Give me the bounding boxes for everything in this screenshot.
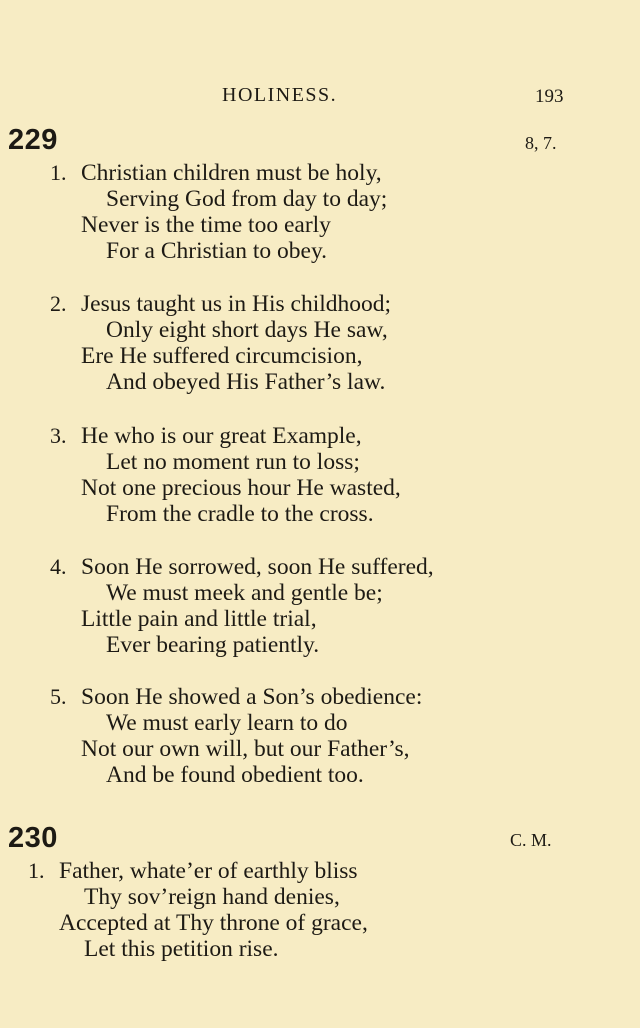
verse-line: Jesus taught us in His childhood;	[81, 291, 392, 317]
verse-line: Let this petition rise.	[84, 936, 279, 962]
stanza-number: 5.	[50, 684, 67, 709]
verse-line: Thy sov’reign hand denies,	[84, 884, 340, 910]
page-number: 193	[535, 86, 564, 107]
verse-line: Soon He showed a Son’s obedience:	[81, 684, 423, 710]
verse-line: We must early learn to do	[106, 710, 348, 736]
verse-line: Ever bearing patiently.	[106, 632, 320, 658]
stanza-number: 1.	[50, 160, 67, 185]
verse-line: For a Christian to obey.	[106, 238, 328, 264]
section-title: HOLINESS.	[222, 84, 338, 106]
verse-line: Only eight short days He saw,	[106, 317, 388, 343]
verse-line: Not our own will, but our Father’s,	[81, 736, 410, 762]
verse-line: He who is our great Example,	[81, 423, 362, 449]
verse-line: Accepted at Thy throne of grace,	[59, 910, 368, 936]
hymn-number: 229	[8, 124, 58, 156]
hymn-meter: 8, 7.	[525, 133, 557, 153]
verse-line: And be found obedient too.	[106, 762, 364, 788]
verse-line: Never is the time too early	[81, 212, 331, 238]
stanza-number: 4.	[50, 554, 67, 579]
verse-line: Let no moment run to loss;	[106, 449, 360, 475]
verse-line: Serving God from day to day;	[106, 186, 388, 212]
hymn-meter: C. M.	[510, 830, 552, 850]
stanza-number: 3.	[50, 423, 67, 448]
stanza-number: 2.	[50, 291, 67, 316]
verse-line: Christian children must be holy,	[81, 160, 382, 186]
verse-line: We must meek and gentle be;	[106, 580, 383, 606]
verse-line: Ere He suffered circumcision,	[81, 343, 363, 369]
hymn-number: 230	[8, 822, 58, 854]
verse-line: And obeyed His Father’s law.	[106, 369, 386, 395]
running-head	[0, 84, 640, 110]
verse-line: Soon He sorrowed, soon He suffered,	[81, 554, 434, 580]
verse-line: From the cradle to the cross.	[106, 501, 374, 527]
verse-line: Father, whate’er of earthly bliss	[59, 858, 358, 884]
verse-line: Little pain and little trial,	[81, 606, 317, 632]
stanza-number: 1.	[28, 858, 45, 883]
verse-line: Not one precious hour He wasted,	[81, 475, 401, 501]
